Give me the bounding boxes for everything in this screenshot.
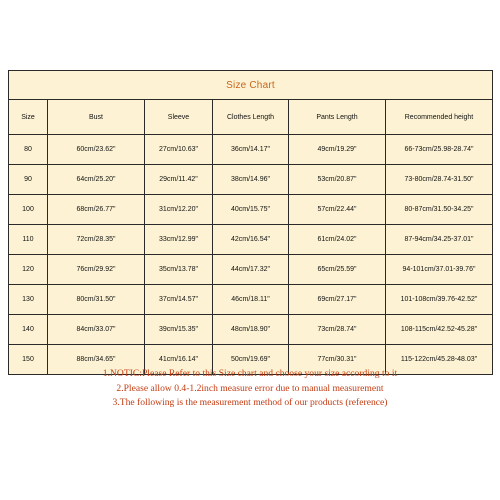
notes-section [0,367,500,411]
cell-recommended-height: 94-101cm/37.01-39.76" [386,255,493,285]
cell-recommended-height: 87-94cm/34.25-37.01" [386,225,493,255]
cell-clothes-length: 36cm/14.17" [213,135,289,165]
column-header-clothes-length: Clothes Length [213,100,289,135]
cell-size: 80 [9,135,48,165]
table-row [9,165,493,195]
cell-sleeve: 31cm/12.20" [145,195,213,225]
note-line: 3.The following is the measurement method of our products (reference) [112,397,388,408]
cell-size: 150 [9,345,48,375]
size-chart-table [8,70,493,375]
table-row [9,315,493,345]
cell-pants-length: 61cm/24.02" [289,225,386,255]
cell-clothes-length: 46cm/18.11" [213,285,289,315]
table-row [9,135,493,165]
cell-recommended-height: 80-87cm/31.50-34.25" [386,195,493,225]
cell-bust: 84cm/33.07" [48,315,145,345]
cell-clothes-length: 38cm/14.96" [213,165,289,195]
cell-clothes-length: 44cm/17.32" [213,255,289,285]
cell-clothes-length: 40cm/15.75" [213,195,289,225]
cell-recommended-height: 66-73cm/25.98-28.74" [386,135,493,165]
table-row [9,195,493,225]
cell-size: 100 [9,195,48,225]
cell-sleeve: 37cm/14.57" [145,285,213,315]
cell-sleeve: 27cm/10.63" [145,135,213,165]
cell-size: 140 [9,315,48,345]
cell-bust: 60cm/23.62" [48,135,145,165]
cell-bust: 72cm/28.35" [48,225,145,255]
table-body [9,135,493,375]
cell-size: 90 [9,165,48,195]
cell-sleeve: 33cm/12.99" [145,225,213,255]
note-line: 1.NOTIC:Please Refer to this Size chart and choose your size according to it [102,368,398,379]
table-row [9,255,493,285]
cell-size: 110 [9,225,48,255]
cell-recommended-height: 101-108cm/39.76-42.52" [386,285,493,315]
cell-size: 120 [9,255,48,285]
cell-pants-length: 49cm/19.29" [289,135,386,165]
header-row [9,100,493,135]
title-row [9,71,493,100]
table-row [9,285,493,315]
cell-pants-length: 57cm/22.44" [289,195,386,225]
cell-recommended-height: 115-122cm/45.28-48.03" [386,345,493,375]
column-header-pants-length: Pants Length [289,100,386,135]
cell-sleeve: 29cm/11.42" [145,165,213,195]
cell-sleeve: 39cm/15.35" [145,315,213,345]
cell-recommended-height: 73-80cm/28.74-31.50" [386,165,493,195]
cell-sleeve: 35cm/13.78" [145,255,213,285]
table-row [9,225,493,255]
column-header-recommended-height: Recommended height [386,100,493,135]
column-header-bust: Bust [48,100,145,135]
cell-sleeve: 41cm/16.14" [145,345,213,375]
cell-bust: 88cm/34.65" [48,345,145,375]
chart-title: Size Chart [9,71,493,100]
cell-clothes-length: 50cm/19.69" [213,345,289,375]
cell-pants-length: 53cm/20.87" [289,165,386,195]
cell-bust: 80cm/31.50" [48,285,145,315]
cell-bust: 76cm/29.92" [48,255,145,285]
cell-recommended-height: 108-115cm/42.52-45.28" [386,315,493,345]
note-line: 2.Please allow 0.4-1.2inch measure error due to manual measurement [116,382,384,394]
cell-clothes-length: 42cm/16.54" [213,225,289,255]
cell-pants-length: 73cm/28.74" [289,315,386,345]
cell-bust: 64cm/25.20" [48,165,145,195]
cell-pants-length: 77cm/30.31" [289,345,386,375]
cell-clothes-length: 48cm/18.90" [213,315,289,345]
cell-pants-length: 65cm/25.59" [289,255,386,285]
column-header-sleeve: Sleeve [145,100,213,135]
cell-bust: 68cm/26.77" [48,195,145,225]
cell-pants-length: 69cm/27.17" [289,285,386,315]
column-header-size: Size [9,100,48,135]
cell-size: 130 [9,285,48,315]
